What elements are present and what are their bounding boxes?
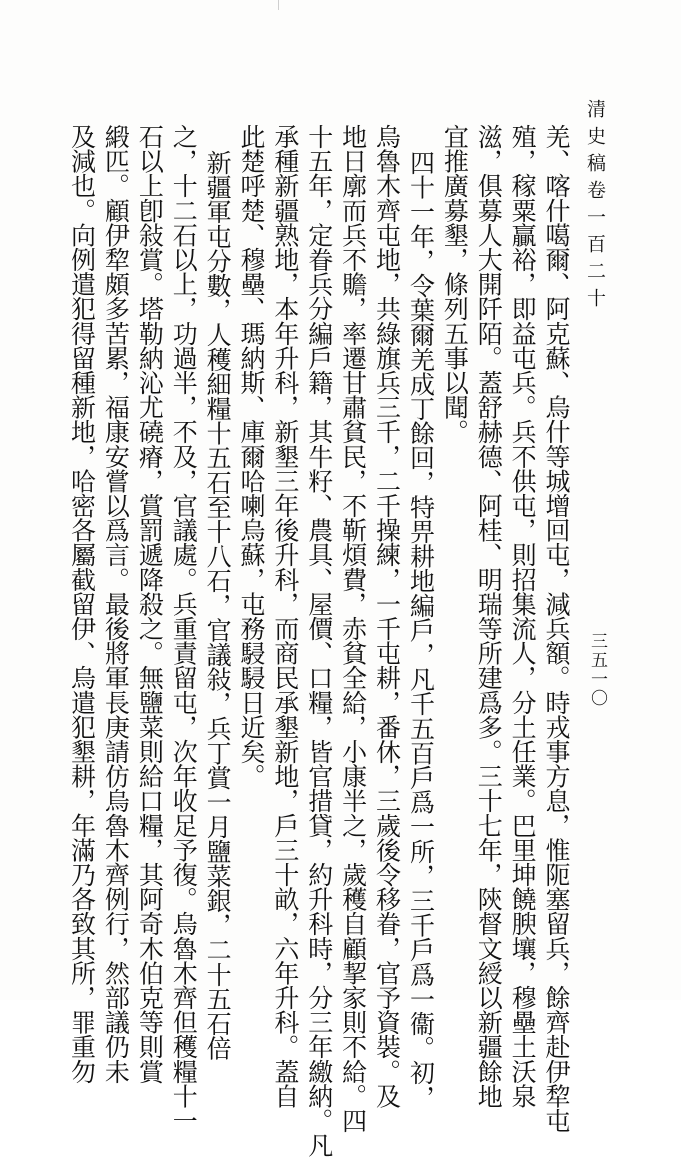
text-column: 四十一年，令葉爾羌成丁餘回，特畀耕地編戶，凡千五百戶爲一所，三千戶爲一衞。初， [406, 150, 436, 1110]
text-column: 烏魯木齊屯地，共綠旗兵三千，二千操練，一千屯耕，番休，三歲後令移眷，官予資裝。及 [372, 124, 402, 1109]
text-column: 承種新疆熟地，本年升科，新墾三年後升科，而商民承墾新地，戶三十畝，六年升科。蓋自 [270, 124, 300, 1109]
text-column: 地日廓而兵不贍，率遷甘肅貧民，不靳煩費，赤貧全給，小康半之，歲穫自顧挈家則不給。四 [338, 124, 368, 1133]
text-column: 緞匹。顧伊犂頗多苦累，福康安嘗以爲言。最後將軍長庚請仿烏魯木齊例行，然部議仍未 [101, 124, 131, 1084]
text-column: 此楚呼楚、穆壘、瑪納斯、庫爾哈喇烏蘇，屯務駸駸日近矣。 [236, 124, 266, 789]
binding-mark [278, 0, 279, 10]
text-column: 殖，稼粟贏裕，即益屯兵。兵不供屯，則招集流人，分土任業。巴里坤饒腴壤，穆壘土沃泉 [508, 124, 538, 1109]
text-column: 十五年，定眷兵分編戶籍，其牛籽、農具、屋價、口糧，皆官措貸，約升科時，分三年繳納。凡 [304, 124, 334, 1157]
text-column: 羌、喀什噶爾、阿克蘇、烏什等城增回屯，減兵額。時戎事方息，惟阨塞留兵，餘齊赴伊犂屯 [542, 124, 571, 1133]
text-column: 及減也。向例遣犯得留種新地，哈密各屬截留伊、烏遣犯墾耕，年滿乃各致其所，罪重勿 [67, 124, 97, 1084]
page-number: 三五一〇 [587, 632, 607, 708]
text-body [67, 124, 571, 1157]
text-column: 之，十二石以上，功過半，不及，官議處。兵重責留屯，次年收足予復。烏魯木齊但穫糧十一 [169, 124, 199, 1133]
running-header: 清史稿卷一百二十 [584, 99, 606, 315]
text-column: 宜推廣募墾，條列五事以聞。 [440, 124, 470, 444]
text-column: 新疆軍屯分數，人穫細糧十五石至十八石，官議敍，兵丁賞一月鹽菜銀，二十五石倍 [203, 150, 233, 1061]
text-column: 滋，俱募人大開阡陌。蓋舒赫德、阿桂、明瑞等所建爲多。三十七年，陝督文綬以新疆餘地 [474, 124, 504, 1109]
text-column: 石以上卽敍賞。塔勒納沁尤磽瘠，賞罰遞降殺之。無鹽菜則給口糧，其阿奇木伯克等則賞 [135, 124, 165, 1084]
